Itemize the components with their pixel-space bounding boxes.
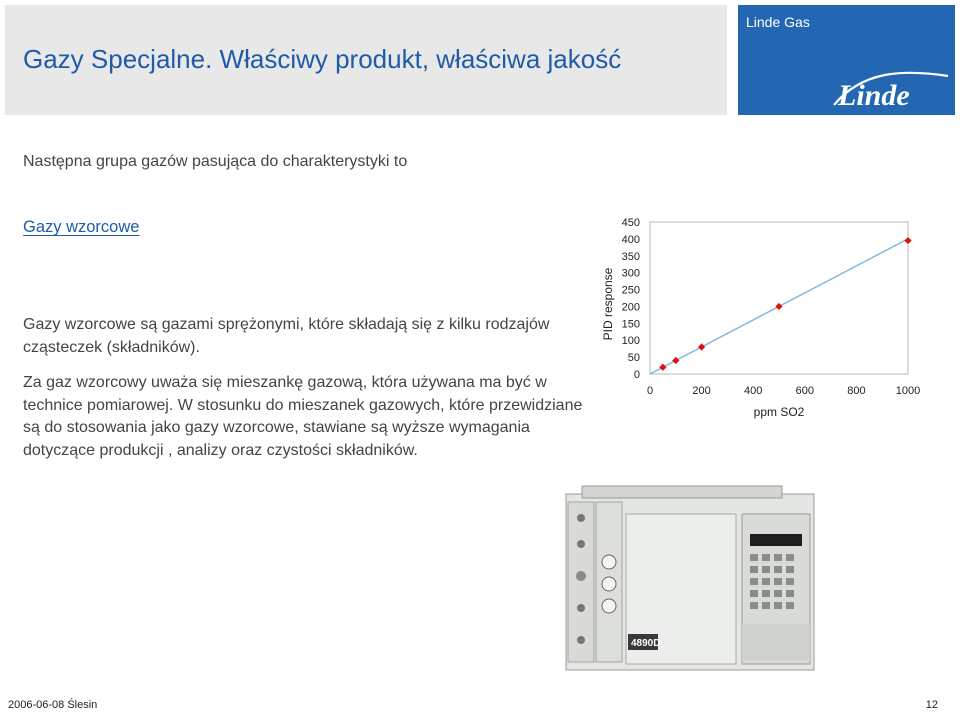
y-tick-label: 400: [621, 233, 640, 246]
chart-svg: [596, 208, 936, 424]
page-title: Gazy Specjalne. Właściwy produkt, właściwa jakość: [23, 44, 622, 74]
brand-label: Linde Gas: [746, 14, 810, 30]
y-tick-label: 300: [621, 267, 640, 280]
x-tick-label: 400: [744, 385, 763, 397]
paragraph-definition: Gazy wzorcowe są gazami sprężonymi, które składają się z kilku rodzajów cząsteczek (składników).: [23, 316, 550, 356]
y-tick-label: 100: [621, 335, 640, 348]
brand-panel: [738, 5, 955, 115]
x-tick-label: 200: [692, 385, 711, 397]
section-heading: Gazy wzorcowe: [23, 218, 140, 236]
x-tick-label: 800: [847, 385, 866, 397]
y-tick-label: 50: [627, 352, 640, 365]
data-point: [698, 343, 705, 350]
y-tick-label: 350: [621, 250, 640, 263]
y-axis-label: PID response: [601, 267, 615, 341]
calibration-chart: [596, 208, 936, 424]
y-tick-label: 450: [621, 217, 640, 229]
y-tick-label: 0: [633, 369, 640, 381]
x-tick-label: 1000: [895, 385, 921, 397]
intro-text: Następna grupa gazów pasująca do charakterystyki to: [23, 153, 408, 170]
linde-logo-icon: [832, 67, 950, 109]
paragraph-requirements: Za gaz wzorcowy uważa się mieszankę gazową, która używana ma być w technice pomiarowej. W stosunku do mieszanek gazowych, które przewidziane są do stosowania jako gazy wzorcowe, stawiane są wyższe wymagania dotyczące produkcji , analizy oraz czystości składników.: [23, 374, 583, 459]
x-axis-label: ppm SO2: [753, 405, 805, 419]
x-tick-label: 600: [795, 385, 814, 397]
y-tick-label: 150: [621, 318, 640, 331]
y-tick-label: 250: [621, 284, 640, 297]
data-point: [672, 357, 679, 364]
plot-frame: [650, 222, 908, 374]
data-point: [904, 237, 911, 244]
logo-text: Linde: [838, 79, 910, 109]
data-point: [659, 364, 666, 371]
x-tick-label: 0: [646, 385, 654, 397]
gas-chromatograph-icon: [562, 484, 820, 674]
y-tick-label: 200: [621, 301, 640, 314]
data-point: [775, 303, 782, 310]
model-label: 4890D: [631, 638, 661, 649]
footer-page-number: 12: [925, 699, 938, 711]
footer-date-author: 2006-06-08 Ślesin: [8, 699, 98, 711]
